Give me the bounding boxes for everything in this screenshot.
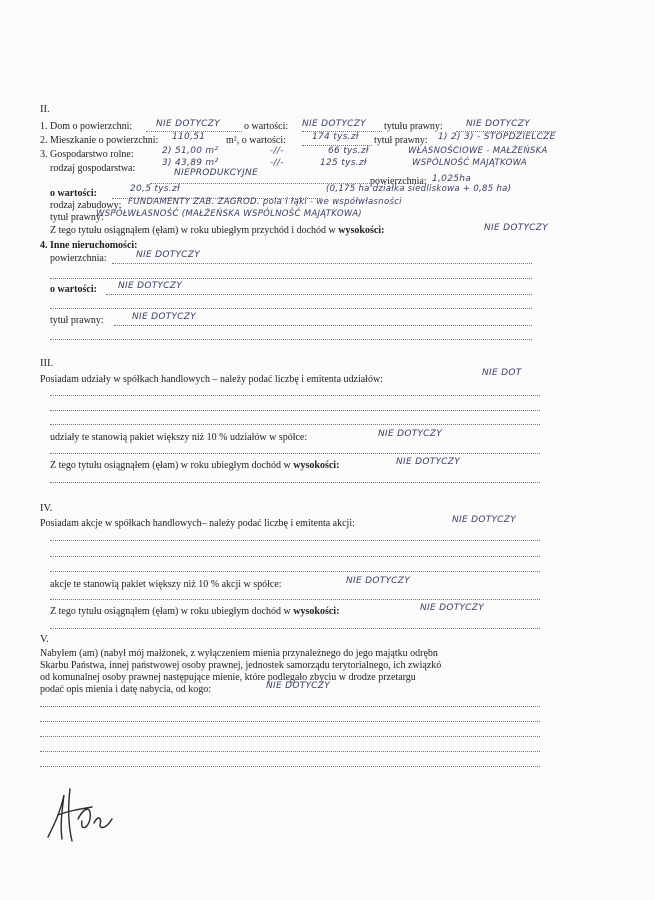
flat3-title: WSPÓLNOŚĆ MAJĄTKOWA: [412, 158, 528, 168]
section-ii-heading: II.: [40, 104, 50, 115]
section-iii-heading: III.: [40, 358, 54, 369]
acquired-line-3: od komunalnej osoby prawnej następujące mienie, które podlegało zbyciu w drodze przetargu: [40, 672, 416, 683]
other-title-label: tytuł prawny:: [50, 315, 104, 326]
farm-area-value: 1,025ha: [432, 174, 472, 184]
other-value-label: o wartości:: [50, 284, 97, 295]
house-area-label: 1. Dom o powierzchni:: [40, 121, 133, 132]
flat-title-value: 1) 2) 3) - STOPDZIELCZE: [438, 132, 556, 142]
flat3-area: 3) 43,89 m²: [162, 158, 219, 168]
flat2-area: 2) 51,00 m²: [162, 146, 219, 156]
house-title-value: NIE DOTYCZY: [466, 119, 531, 129]
farm-label: 3. Gospodarstwo rolne:: [40, 149, 134, 160]
other-area-value: NIE DOTYCZY: [136, 250, 201, 260]
house-value-value: NIE DOTYCZY: [302, 119, 367, 129]
flat-value-label: m², o wartości:: [226, 135, 286, 146]
flat-area-label: 2. Mieszkanie o powierzchni:: [40, 135, 159, 146]
flat-title-label: tytuł prawny:: [374, 135, 428, 146]
acquired-line-2: Skarbu Państwa, innej państwowej osoby prawnej, jednostek samorządu terytorialnego, ich związkó: [40, 660, 442, 671]
other-title-value: NIE DOTYCZY: [132, 312, 197, 322]
farm-income-label: Z tego tytułu osiągnąłem (ęłam) w roku ubiegłym przychód i dochód w wysokości:: [50, 225, 385, 236]
shares-income-value: NIE DOTYCZY: [396, 457, 461, 467]
acquired-line-1: Nabyłem (am) (nabył mój małżonek, z wyłączeniem mienia przynależnego do jego majątku odrębn: [40, 648, 438, 659]
dotted-line: [50, 410, 540, 411]
dotted-line: [50, 453, 540, 454]
house-area-value: NIE DOTYCZY: [156, 119, 221, 129]
dotted-line: [40, 706, 540, 707]
farm-area-label: powierzchnia:: [370, 176, 427, 187]
farm-type-value: NIEPRODUKCYJNE: [174, 168, 259, 178]
flat2-ditto: -//-: [270, 146, 284, 156]
stocks-income-label: Z tego tytułu osiągnąłem (ęłam) w roku ubiegłym dochód w wysokości:: [50, 606, 340, 617]
dotted-line: [40, 766, 540, 767]
acquired-line-4: podać opis mienia i datę nabycia, od kogo:: [40, 684, 212, 695]
buildings-value: FUNDAMENTY ZAB. ZAGROD. pola i łąki - we współwłasności: [128, 197, 402, 207]
flat3-ditto: -//-: [270, 158, 284, 168]
dotted-line: [50, 278, 532, 279]
dotted-line: [50, 628, 540, 629]
shares-10pct-label: udziały te stanowią pakiet większy niż 10 % udziałów w spółce:: [50, 432, 308, 443]
legal-title-value: WSPÓŁWŁASNOŚĆ (MAŁŻEŃSKA WSPÓLNOŚĆ MAJĄTKOWA): [96, 209, 362, 219]
farm-value-value: 20,5 tys.zł: [130, 184, 180, 194]
dotted-line: [40, 736, 540, 737]
dotted-line: [114, 325, 532, 326]
dotted-line: [50, 339, 532, 340]
shares-value: NIE DOT: [482, 368, 522, 378]
dotted-line: [112, 263, 532, 264]
flat2-title: WŁASNOŚCIOWE - MAŁŻEŃSKA: [408, 146, 548, 156]
handwritten-signature: [40, 785, 120, 845]
dotted-line: [106, 294, 532, 295]
stocks-10pct-label: akcje te stanowią pakiet większy niż 10 % akcji w spółce:: [50, 579, 282, 590]
dotted-line: [50, 482, 540, 483]
flat2-value: 66 tys.zł: [328, 146, 369, 156]
section-v-heading: V.: [40, 634, 49, 645]
dotted-line: [50, 571, 540, 572]
shares-label: Posiadam udziały w spółkach handlowych – należy podać liczbę i emitenta udziałów:: [40, 374, 383, 385]
flat3-value: 125 tys.zł: [320, 158, 367, 168]
dotted-line: [50, 308, 532, 309]
acquired-value: NIE DOTYCZY: [266, 681, 331, 691]
buildings-label: rodzaj zabudowy:: [50, 200, 122, 211]
dotted-line: [50, 556, 540, 557]
stocks-label: Posiadam akcje w spółkach handlowych– należy podać liczbę i emitenta akcji:: [40, 518, 355, 529]
flat-value-value: 174 tys.zł: [312, 132, 359, 142]
house-value-label: o wartości:: [244, 121, 289, 132]
house-title-label: tytułu prawny:: [384, 121, 443, 132]
shares-10pct-value: NIE DOTYCZY: [378, 429, 443, 439]
dotted-line: [50, 424, 540, 425]
other-area-label: powierzchnia:: [50, 253, 107, 264]
farm-value-label: o wartości:: [50, 188, 97, 199]
legal-title-label: tytuł prawny:: [50, 212, 104, 223]
farm-type-label: rodzaj gospodarstwa:: [50, 163, 136, 174]
dotted-line: [50, 599, 540, 600]
dotted-line: [50, 540, 540, 541]
stocks-10pct-value: NIE DOTYCZY: [346, 576, 411, 586]
farm-value-note: (0,175 ha działka siedliskowa + 0,85 ha): [326, 184, 512, 194]
dotted-line: [40, 751, 540, 752]
flat-area-value: 110,51: [172, 132, 206, 142]
section-iv-heading: IV.: [40, 503, 53, 514]
farm-income-value: NIE DOTYCZY: [484, 223, 549, 233]
dotted-line: [50, 395, 540, 396]
other-property-label: 4. Inne nieruchomości:: [40, 240, 138, 251]
dotted-line: [40, 721, 540, 722]
shares-income-label: Z tego tytułu osiągnąłem (ęłam) w roku ubiegłym dochód w wysokości:: [50, 460, 340, 471]
other-value-value: NIE DOTYCZY: [118, 281, 183, 291]
stocks-income-value: NIE DOTYCZY: [420, 603, 485, 613]
stocks-value: NIE DOTYCZY: [452, 515, 517, 525]
